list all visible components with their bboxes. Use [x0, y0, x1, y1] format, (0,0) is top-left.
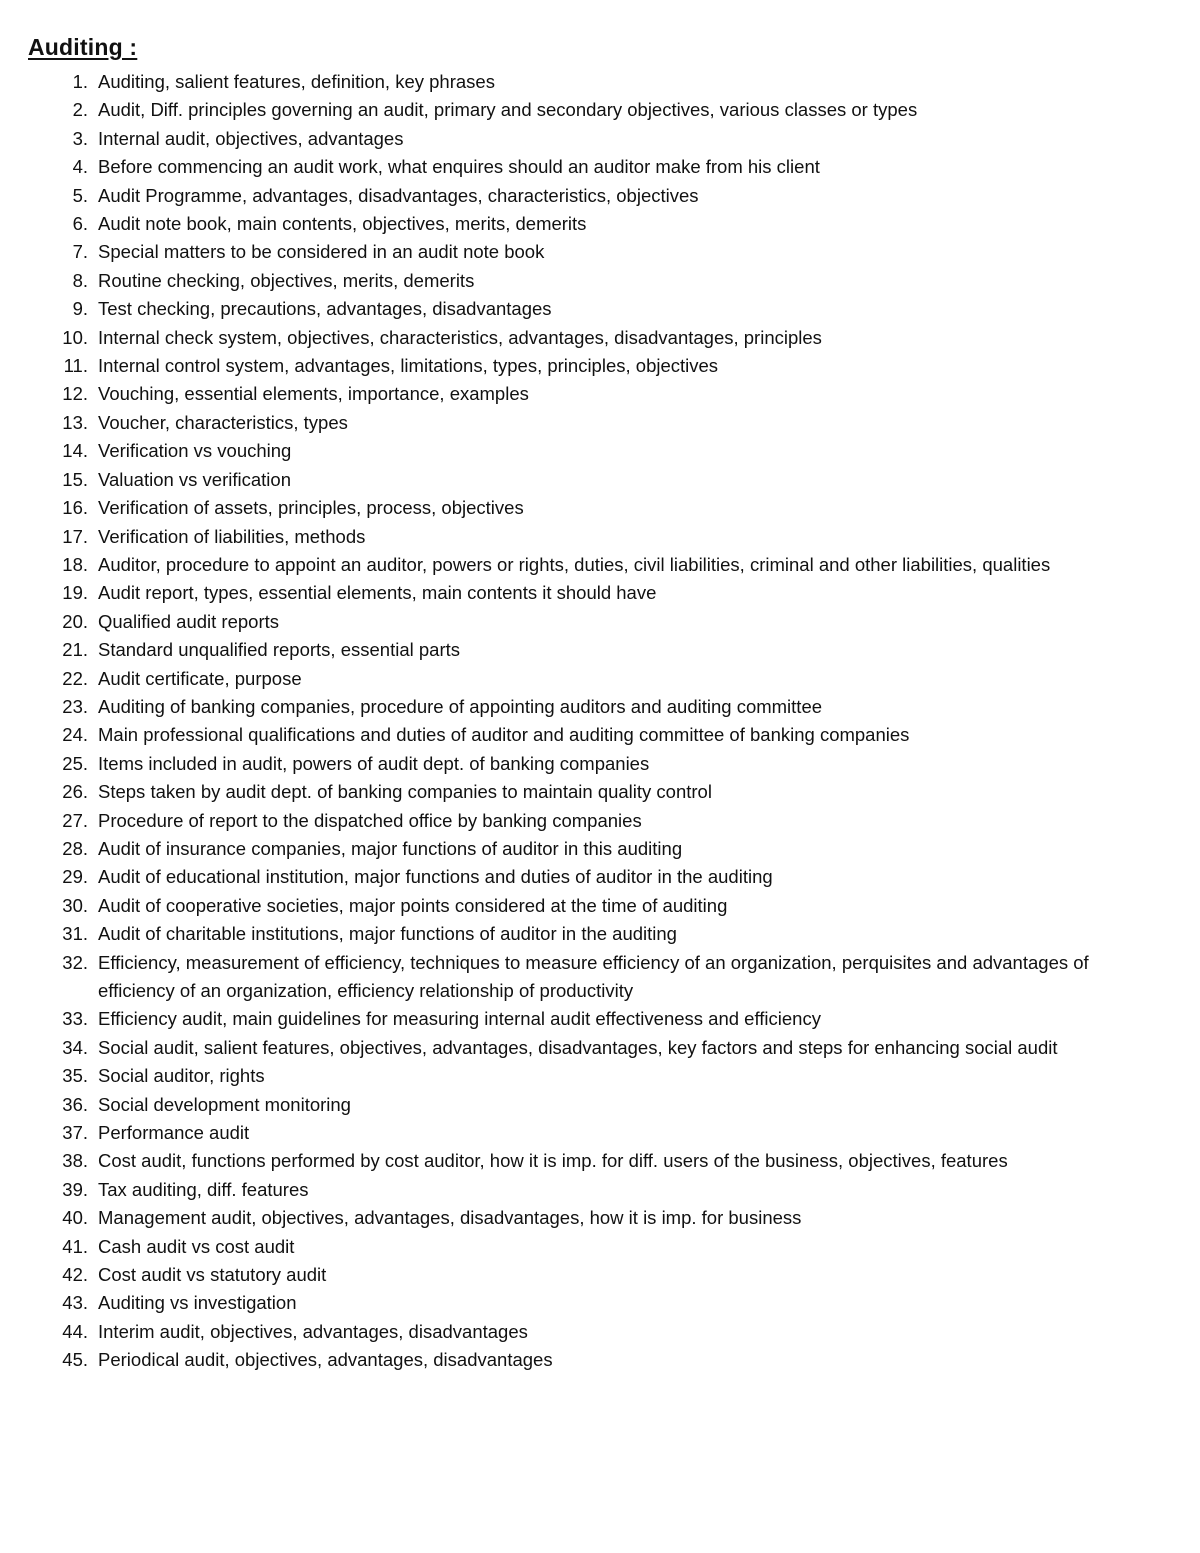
list-item-number: 35.: [62, 1065, 88, 1087]
list-item-number: 18.: [62, 553, 88, 575]
list-item: [0, 863, 1200, 891]
list-item-text: Social auditor, rights: [98, 1065, 265, 1087]
list-item-text: Test checking, precautions, advantages, disadvantages: [98, 298, 552, 320]
list-item-number: 25.: [62, 752, 88, 774]
list-item-text: Verification of liabilities, methods: [98, 525, 366, 547]
list-item-text: Qualified audit reports: [98, 610, 279, 632]
list-item-text: Items included in audit, powers of audit dept. of banking companies: [98, 752, 650, 774]
list-item-number: 12.: [62, 383, 88, 405]
list-item: [0, 466, 1200, 494]
list-item: [0, 523, 1200, 551]
list-item: [0, 153, 1200, 181]
list-item: [0, 1233, 1200, 1261]
list-item: [0, 1005, 1200, 1033]
list-item-number: 8.: [72, 269, 88, 291]
list-item: [0, 551, 1200, 579]
list-item-text: Verification of assets, principles, process, objectives: [98, 497, 524, 519]
list-item: [0, 636, 1200, 664]
list-item: [0, 437, 1200, 465]
list-item-number: 7.: [72, 241, 88, 263]
list-item-text: Social audit, salient features, objectives, advantages, disadvantages, key factors and steps for enhancing social audit: [98, 1036, 1058, 1058]
list-item-number: 34.: [62, 1036, 88, 1058]
list-item: [0, 835, 1200, 863]
list-item-number: 30.: [62, 894, 88, 916]
list-item-text: Procedure of report to the dispatched office by banking companies: [98, 809, 642, 831]
list-item-text: Voucher, characteristics, types: [98, 411, 348, 433]
list-item-number: 13.: [62, 411, 88, 433]
list-item-text: Audit note book, main contents, objectives, merits, demerits: [98, 213, 587, 235]
list-item: [0, 949, 1200, 1006]
list-item-number: 41.: [62, 1235, 88, 1257]
list-item-text: Before commencing an audit work, what enquires should an auditor make from his client: [98, 156, 820, 178]
list-item-number: 39.: [62, 1178, 88, 1200]
list-item-text: Auditor, procedure to appoint an auditor, powers or rights, duties, civil liabilities, criminal and other liabilities, qualities: [98, 553, 1051, 575]
list-item: [0, 352, 1200, 380]
list-item: [0, 1204, 1200, 1232]
list-item-number: 15.: [62, 468, 88, 490]
topic-list: [0, 68, 1200, 1375]
list-item-number: 22.: [62, 667, 88, 689]
list-item: [0, 494, 1200, 522]
list-item-text: Routine checking, objectives, merits, demerits: [98, 269, 475, 291]
list-item: [0, 665, 1200, 693]
list-item-text: Audit, Diff. principles governing an audit, primary and secondary objectives, various classes or types: [98, 99, 918, 121]
list-item-text: Audit of cooperative societies, major points considered at the time of auditing: [98, 894, 728, 916]
list-item: [0, 750, 1200, 778]
list-item-text: Interim audit, objectives, advantages, disadvantages: [98, 1320, 528, 1342]
list-item: [0, 380, 1200, 408]
list-item-text: Standard unqualified reports, essential parts: [98, 639, 460, 661]
list-item-number: 5.: [72, 184, 88, 206]
list-item-text: Audit report, types, essential elements, main contents it should have: [98, 582, 657, 604]
list-item-text: Cost audit, functions performed by cost auditor, how it is imp. for diff. users of the business, objectives, features: [98, 1150, 1008, 1172]
list-item: [0, 295, 1200, 323]
list-item-text: Audit of insurance companies, major functions of auditor in this auditing: [98, 837, 683, 859]
list-item: [0, 1091, 1200, 1119]
list-item: [0, 608, 1200, 636]
list-item-number: 1.: [72, 71, 88, 92]
list-item-text: Internal audit, objectives, advantages: [98, 127, 404, 149]
list-item-number: 24.: [62, 724, 88, 746]
list-item: [0, 1034, 1200, 1062]
list-item-text: Management audit, objectives, advantages, disadvantages, how it is imp. for business: [98, 1207, 802, 1229]
list-item: [0, 1261, 1200, 1289]
list-item: [0, 68, 1200, 96]
list-item-number: 4.: [72, 156, 88, 178]
list-item-text: Main professional qualifications and duties of auditor and auditing committee of banking companies: [98, 724, 910, 746]
list-item: [0, 1289, 1200, 1317]
list-item: [0, 238, 1200, 266]
list-item-text: Audit certificate, purpose: [98, 667, 302, 689]
list-item-number: 38.: [62, 1150, 88, 1172]
list-item-number: 14.: [62, 440, 88, 462]
list-item-number: 42.: [62, 1264, 88, 1286]
list-item-number: 3.: [72, 127, 88, 149]
list-item-number: 28.: [62, 837, 88, 859]
list-item-text: Social development monitoring: [98, 1093, 351, 1115]
list-item: [0, 1147, 1200, 1175]
list-item-text: Audit Programme, advantages, disadvantages, characteristics, objectives: [98, 184, 699, 206]
list-item-number: 37.: [62, 1122, 88, 1144]
list-item-number: 27.: [62, 809, 88, 831]
list-item-text: Cash audit vs cost audit: [98, 1235, 295, 1257]
list-item-number: 16.: [62, 497, 88, 519]
list-item-text: Periodical audit, objectives, advantages, disadvantages: [98, 1349, 553, 1371]
list-item: [0, 1346, 1200, 1374]
list-item-number: 19.: [62, 582, 88, 604]
list-item: [0, 1318, 1200, 1346]
list-item-number: 26.: [62, 781, 88, 803]
list-item-number: 11.: [63, 355, 88, 377]
list-item-text: Performance audit: [98, 1122, 250, 1144]
list-item-text: Valuation vs verification: [98, 468, 291, 490]
list-item-number: 36.: [62, 1093, 88, 1115]
list-item-text: Cost audit vs statutory audit: [98, 1264, 327, 1286]
list-item-number: 6.: [72, 213, 88, 235]
list-item: [0, 182, 1200, 210]
list-item-number: 23.: [62, 695, 88, 717]
list-item-text: Efficiency audit, main guidelines for measuring internal audit effectiveness and efficiency: [98, 1008, 821, 1030]
list-item-text: Steps taken by audit dept. of banking companies to maintain quality control: [98, 781, 712, 803]
list-item-number: 44.: [62, 1320, 88, 1342]
list-item: [0, 210, 1200, 238]
list-item-number: 2.: [72, 99, 88, 121]
list-item-text: Tax auditing, diff. features: [98, 1178, 309, 1200]
list-item-number: 32.: [62, 951, 88, 973]
list-item-text: Efficiency, measurement of efficiency, techniques to measure efficiency of an organization, perquisites and advantages of efficiency of an organization, efficiency relationship of productivity: [98, 951, 1089, 1001]
list-item-number: 21.: [62, 639, 88, 661]
list-item-text: Verification vs vouching: [98, 440, 292, 462]
list-item-text: Special matters to be considered in an audit note book: [98, 241, 545, 263]
list-item-text: Internal control system, advantages, limitations, types, principles, objectives: [98, 355, 719, 377]
list-item-number: 45.: [62, 1349, 88, 1371]
list-item: [0, 807, 1200, 835]
list-item-text: Audit of educational institution, major functions and duties of auditor in the auditing: [98, 866, 773, 888]
list-item-text: Auditing, salient features, definition, key phrases: [98, 71, 495, 92]
list-item: [0, 96, 1200, 124]
list-item-number: 33.: [62, 1008, 88, 1030]
list-item: [0, 1176, 1200, 1204]
list-item-text: Auditing of banking companies, procedure of appointing auditors and auditing committee: [98, 695, 823, 717]
list-item: [0, 579, 1200, 607]
list-item: [0, 409, 1200, 437]
list-item: [0, 267, 1200, 295]
list-item-number: 17.: [62, 525, 88, 547]
list-item: [0, 324, 1200, 352]
list-item: [0, 125, 1200, 153]
list-item-text: Vouching, essential elements, importance, examples: [98, 383, 529, 405]
list-item-text: Auditing vs investigation: [98, 1292, 297, 1314]
list-item-number: 43.: [62, 1292, 88, 1314]
list-item: [0, 778, 1200, 806]
list-item: [0, 892, 1200, 920]
page-title: Auditing :: [28, 34, 138, 60]
list-item: [0, 920, 1200, 948]
list-item-number: 10.: [62, 326, 88, 348]
list-item: [0, 1119, 1200, 1147]
list-item-number: 20.: [62, 610, 88, 632]
list-item-number: 40.: [62, 1207, 88, 1229]
list-item: [0, 721, 1200, 749]
list-item: [0, 1062, 1200, 1090]
list-item: [0, 693, 1200, 721]
list-item-number: 31.: [62, 923, 88, 945]
list-item-text: Internal check system, objectives, characteristics, advantages, disadvantages, principles: [98, 326, 822, 348]
list-item-number: 9.: [72, 298, 88, 320]
list-item-number: 29.: [62, 866, 88, 888]
list-item-text: Audit of charitable institutions, major functions of auditor in the auditing: [98, 923, 677, 945]
